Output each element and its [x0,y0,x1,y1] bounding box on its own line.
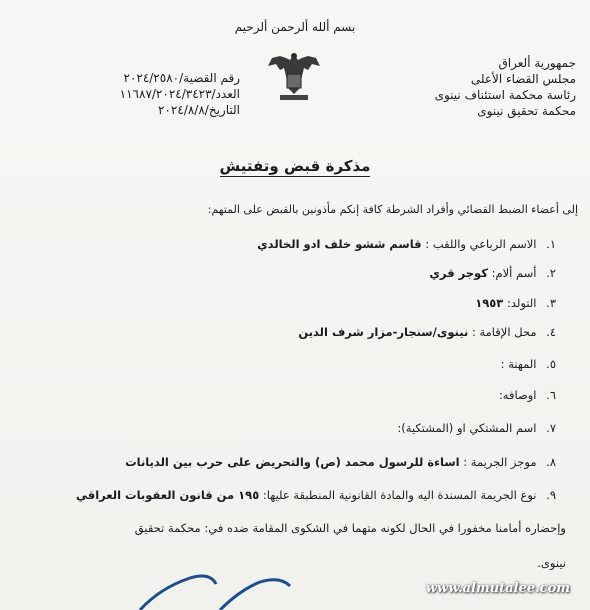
field-birth-year [36,296,556,310]
field-label: نوع الجريمة المسندة اليه والمادة القانونية المنطبقة عليها: [262,488,537,502]
signature-stroke [120,570,320,610]
field-value: اساءة للرسول محمد (ص) والتحريض على حرب بين الديانات [125,455,460,469]
field-value: كوجر قري [429,266,488,280]
field-label: الاسم الرباعي واللقب : [425,237,537,251]
field-description [36,388,556,402]
document-title [0,157,590,175]
site-watermark: www.almutalee.com [425,581,570,596]
field-value: ١٩٥ من قانون العقوبات العراقي [76,488,260,502]
field-value: نينوى/سنجار-مزار شرف الدين [298,325,469,339]
field-legal-article [36,488,556,502]
issuer-line: مجلس القضاء الأعلى [470,72,576,86]
field-number: ٢. [546,266,556,280]
field-number: ٧. [546,421,556,435]
field-number: ١. [546,237,556,251]
field-crime-summary [36,455,556,469]
field-label: اسم المشتكي او (المشتكية): [397,421,537,435]
issue-date: التاريخ/٢٠٢٤/٨/٨ [158,103,240,117]
basmala: بسم ألله ألرحمن ألرحيم [234,20,356,34]
field-profession [36,357,556,371]
field-label: التولد: [506,296,537,310]
field-residence [36,325,556,339]
field-value: قاسم ششو خلف ادو الخالدي [257,237,422,251]
document-title-text: مذكرة قبض وتفتيش [219,157,371,175]
field-value: ١٩٥٣ [475,296,504,310]
issuer-line: محكمة تحقيق نينوى [477,104,576,118]
issuer-line: جمهورية ألعراق [498,56,576,70]
issuer-line: رئاسة محكمة استئناف نينوى [434,88,576,102]
eagle-emblem-icon [266,48,322,106]
field-number: ٣. [546,296,556,310]
field-number: ٤. [546,325,556,339]
intro-paragraph: إلى أعضاء الضبط القضائي وأفراد الشرطة كافة إنكم مأذونين بالقبض على المتهم: [207,203,578,216]
field-label: أسم ألام: [491,266,537,280]
issuer-block [376,55,576,119]
field-label: موجز الجريمة : [463,455,537,469]
closing-tail: نينوى. [537,556,566,570]
field-label: محل الإقامة : [471,325,537,339]
field-number: ٥. [546,357,556,371]
case-reference-block [40,70,240,118]
case-number: رقم القضية/٢٠٢٤/٢٥٨٠ [123,71,240,85]
field-mother-name [36,266,556,280]
reference-number: العدد/١١٦٨٧/٢٠٢٤/٣٤٢٣ [119,87,240,101]
field-full-name [36,237,556,251]
closing-line: وإحضاره أمامنا مخفورا في الحال لكونه متهما في الشكوى المقامة ضده في: محكمة تحقيق [134,521,566,535]
field-label: اوصافه: [498,388,537,402]
field-number: ٩. [546,488,556,502]
field-number: ٨. [546,455,556,469]
field-number: ٦. [546,388,556,402]
field-complainant [36,421,556,435]
field-label: المهنة : [500,357,537,371]
